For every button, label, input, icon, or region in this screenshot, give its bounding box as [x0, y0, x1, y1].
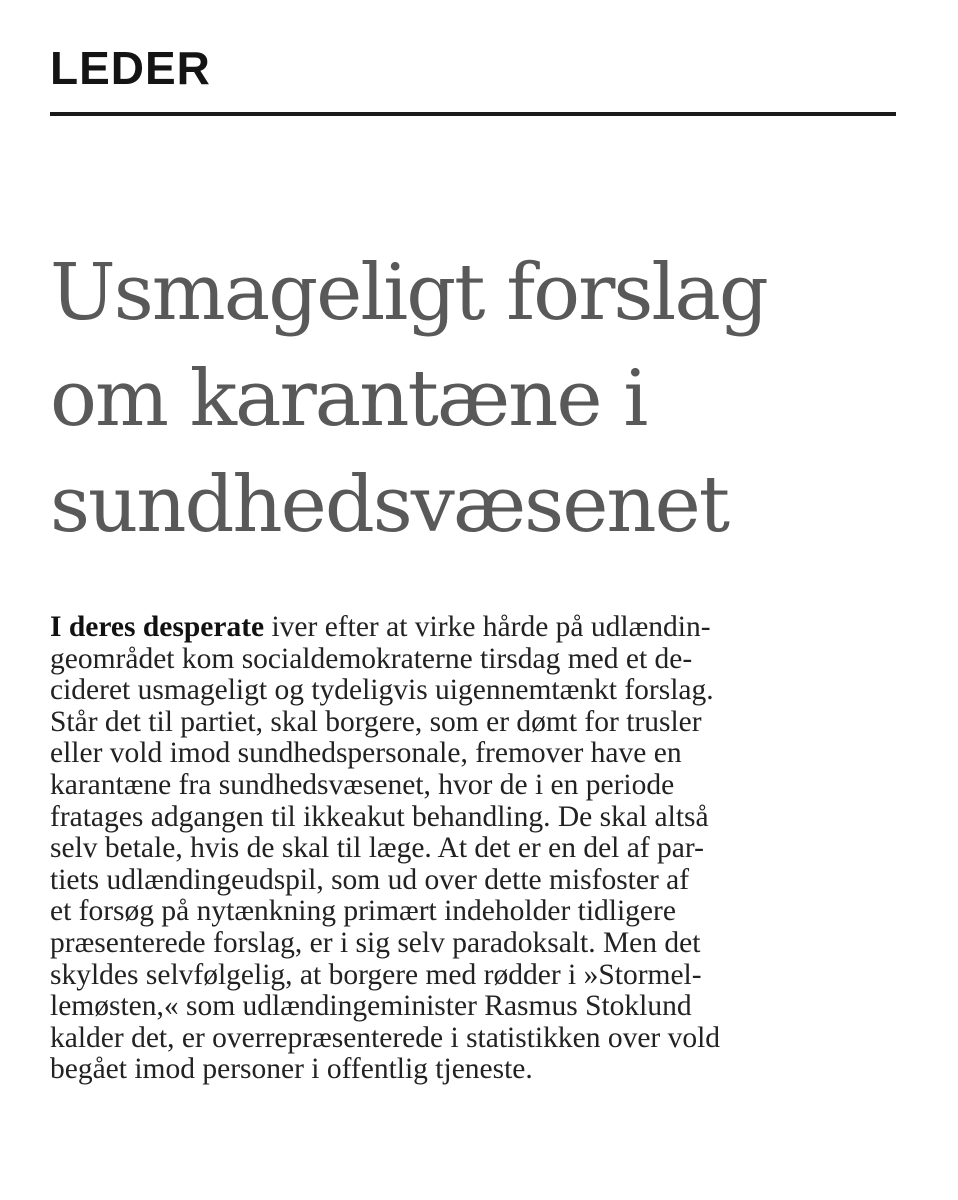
body-line: tiets udlændingeudspil, som ud over dette misfoster af — [50, 863, 690, 896]
body-line: selv betale, hvis de skal til læge. At det er en del af par- — [50, 832, 704, 865]
body-line: et forsøg på nytænkning primært indeholder tidligere — [50, 895, 676, 928]
lead-in: I deres desperate — [50, 611, 265, 643]
body-line: eller vold imod sundhedspersonale, fremover have en — [50, 737, 682, 770]
body-line: fratages adgangen til ikkeakut behandling. De skal altså — [50, 800, 709, 833]
body-line: geområdet kom socialdemokraterne tirsdag med et de- — [50, 642, 693, 675]
section-divider — [50, 112, 896, 116]
body-line: lemøsten,« som udlændingeminister Rasmus Stoklund — [50, 990, 692, 1023]
body-line: karantæne fra sundhedsvæsenet, hvor de i en periode — [50, 768, 675, 801]
body-line: præsenterede forslag, er i sig selv paradoksalt. Men det — [50, 926, 701, 959]
body-line: Står det til partiet, skal borgere, som er dømt for trusler — [50, 705, 702, 738]
body-line: skyldes selvfølgelig, at borgere med rødder i »Stormel- — [50, 958, 702, 991]
headline-line: om karantæne i — [50, 354, 647, 444]
body-line: begået imod personer i offentlig tjeneste. — [50, 1053, 533, 1086]
body-line: cideret usmageligt og tydeligvis uigennemtænkt forslag. — [50, 674, 714, 707]
body-line — [50, 612, 910, 644]
article-headline — [50, 240, 930, 558]
article-body — [50, 612, 910, 1086]
first-line-text: iver efter at virke hårde på udlændin- — [264, 611, 711, 643]
body-line: kalder det, er overrepræsenterede i statistikken over vold — [50, 1021, 721, 1054]
headline-line: sundhedsvæsenet — [50, 460, 729, 550]
section-label: LEDER — [50, 42, 211, 94]
headline-line: Usmageligt forslag — [50, 248, 767, 338]
